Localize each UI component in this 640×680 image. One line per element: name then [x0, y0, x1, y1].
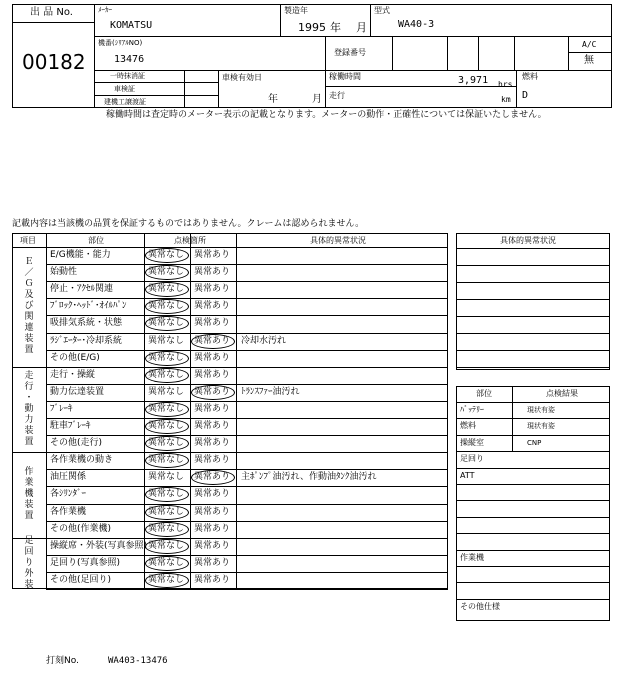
lot-label: 出 品 No. [30, 7, 73, 18]
ng-option: 異常あり [194, 489, 231, 499]
inspection-part: 動力伝達装置 [50, 387, 105, 397]
ok-option: 異常なし [148, 250, 185, 260]
ng-option: 異常あり [194, 336, 231, 346]
row-divider [46, 333, 448, 334]
ok-option: 異常なし [148, 387, 185, 397]
ok-circle-mark [145, 248, 189, 263]
results-col-result: 点検結果 [546, 389, 578, 398]
row-divider [46, 264, 448, 265]
row-divider [46, 469, 448, 470]
ok-circle-mark [145, 505, 189, 520]
ok-option: 異常なし [148, 558, 185, 568]
inspection-part: 各作業機 [50, 507, 87, 517]
year-label: 製造年 [284, 6, 308, 15]
maker-value: KOMATSU [110, 20, 153, 31]
row-divider [46, 401, 448, 402]
ng-option: 異常あり [194, 250, 231, 260]
ok-circle-mark [145, 402, 189, 417]
row-divider [46, 504, 448, 505]
row-divider [46, 538, 448, 539]
inspection-part: 各作業機の動き [50, 455, 114, 465]
model-label: 型式 [374, 6, 390, 15]
reg-label: 登録番号 [334, 48, 366, 57]
right-detail-row [456, 299, 610, 300]
ng-option: 異常あり [194, 455, 231, 465]
right-detail-row [456, 316, 610, 317]
inspection-part: E/G機能・能力 [50, 250, 111, 260]
row-divider [46, 572, 448, 573]
ng-option: 異常あり [194, 301, 231, 311]
inspection-detail: ﾄﾗﾝｽﾌｧｰ油汚れ [241, 387, 300, 397]
results-value: 現状有姿 [527, 406, 555, 414]
ac-label: A/C [582, 40, 597, 49]
results-part: 足回り [460, 454, 484, 463]
ok-option: 異常なし [148, 541, 185, 551]
inspection-detail: 主ﾎﾟﾝﾌﾟ油汚れ、作動油ﾀﾝｸ油汚れ [241, 472, 377, 482]
disclaimer: 記載内容は当該機の品質を保証するものではありません。クレームは認められません。 [12, 219, 365, 229]
row-divider [46, 298, 448, 299]
ng-option: 異常あり [194, 353, 231, 363]
inspection-part: 走行・操縦 [50, 370, 96, 380]
inspection-part: ﾗｼﾞｴｰﾀｰ･冷却系統 [50, 336, 123, 346]
ok-circle-mark [145, 556, 189, 571]
ng-option: 異常あり [194, 575, 231, 585]
results-row-divider [456, 468, 610, 469]
inspection-part: 始動性 [50, 267, 78, 277]
results-row-divider [456, 451, 610, 452]
right-detail-row [456, 333, 610, 334]
results-part: 燃料 [460, 421, 476, 430]
km-unit: km [501, 95, 511, 104]
ok-option: 異常なし [148, 575, 185, 585]
inspection-part: その他(E/G) [50, 353, 100, 363]
inspection-part: その他(作業機) [50, 524, 112, 534]
ng-option: 異常あり [194, 404, 231, 414]
ng-circle-mark [191, 470, 235, 485]
results-value: CNP [527, 439, 542, 447]
fuel-value: D [522, 90, 529, 101]
ng-circle-mark [191, 334, 235, 349]
row-divider [46, 281, 448, 282]
ok-circle-mark [145, 282, 189, 297]
run-label: 走行 [329, 91, 345, 100]
cert-temp-cancel: 一時抹消証 [110, 72, 145, 80]
ok-circle-mark [145, 368, 189, 383]
inspection-month-unit: 月 [312, 94, 322, 105]
results-row-divider [456, 484, 610, 485]
inspection-part: その他(足回り) [50, 575, 112, 585]
right-detail-row [456, 367, 610, 368]
results-part: ﾊﾞｯﾃﾘｰ [460, 405, 484, 414]
ok-option: 異常なし [148, 284, 185, 294]
row-divider [46, 418, 448, 419]
row-divider [46, 452, 448, 453]
ok-circle-mark [145, 419, 189, 434]
fuel-label: 燃料 [522, 72, 538, 81]
row-divider [46, 486, 448, 487]
row-divider [46, 384, 448, 385]
ac-value: 無 [584, 55, 594, 66]
ok-option: 異常なし [148, 524, 185, 534]
results-row-divider [456, 566, 610, 567]
results-row-divider [456, 599, 610, 600]
results-part: ATT [460, 471, 475, 480]
ng-option: 異常あり [194, 318, 231, 328]
col-check: 点検箇所 [174, 236, 206, 245]
row-divider [46, 350, 448, 351]
ng-option: 異常あり [194, 438, 231, 448]
ok-circle-mark [145, 539, 189, 554]
ng-option: 異常あり [194, 370, 231, 380]
group-label: Ｅ ／ Ｇ 及 び 関 連 装 置 [24, 257, 34, 355]
row-divider [46, 555, 448, 556]
row-divider [46, 367, 448, 368]
ng-option: 異常あり [194, 267, 231, 277]
year-unit-year: 年 [330, 21, 341, 34]
year-value: 1995 [298, 21, 326, 34]
ok-option: 異常なし [148, 489, 185, 499]
serial-value: 13476 [114, 54, 145, 65]
ng-option: 異常あり [194, 524, 231, 534]
group-label: 作 業 機 装 置 [24, 467, 34, 521]
results-row-divider [456, 517, 610, 518]
results-row-divider [456, 582, 610, 583]
ok-option: 異常なし [148, 455, 185, 465]
right-detail-title: 具体的異常状況 [500, 236, 556, 245]
ok-option: 異常なし [148, 318, 185, 328]
inspection-part: 吸排気系統・状態 [50, 318, 123, 328]
ok-option: 異常なし [148, 472, 185, 482]
ok-circle-mark [145, 316, 189, 331]
hours-unit: hrs [498, 80, 513, 89]
ok-circle-mark [145, 436, 189, 451]
results-row-divider [456, 533, 610, 534]
results-value: 現状有姿 [527, 422, 555, 430]
ok-option: 異常なし [148, 404, 185, 414]
row-divider [46, 435, 448, 436]
row-divider [46, 521, 448, 522]
ok-option: 異常なし [148, 267, 185, 277]
year-unit-month: 月 [356, 21, 367, 34]
inspection-part: 各ｼﾘﾝﾀﾞｰ [50, 489, 87, 499]
hours-value: 3,971 [458, 75, 489, 86]
right-detail-row [456, 282, 610, 283]
col-item: 項目 [20, 236, 36, 245]
right-detail-row [456, 265, 610, 266]
inspection-part: 操縦席・外装(写真参照) [50, 541, 148, 551]
inspection-part: 足回り(写真参照) [50, 558, 121, 568]
row-divider [46, 589, 448, 590]
inspection-part: 停止・ｱｸｾﾙ関連 [50, 284, 114, 294]
ok-circle-mark [145, 573, 189, 588]
cert-transfer: 建機工譲渡証 [104, 98, 146, 106]
ok-option: 異常なし [148, 438, 185, 448]
ok-circle-mark [145, 522, 189, 537]
group-divider [12, 367, 46, 368]
inspection-date-label: 車検有効日 [222, 73, 262, 82]
group-divider [12, 452, 46, 453]
stamp-value: WA403-13476 [108, 656, 168, 666]
group-label: 走 行 ・ 動 力 装 置 [24, 371, 34, 447]
hours-label: 稼働時間 [329, 72, 361, 81]
meter-note: 稼働時間は査定時のメーター表示の記載となります。メーターの動作・正確性については保証いたしません。 [106, 110, 547, 120]
inspection-part: ﾌﾞﾛｯｸ･ﾍｯﾄﾞ･ｵｲﾙﾊﾟﾝ [50, 301, 127, 311]
inspection-part: ﾌﾞﾚｰｷ [50, 404, 73, 414]
right-detail-row [456, 350, 610, 351]
ok-option: 異常なし [148, 370, 185, 380]
ng-option: 異常あり [194, 472, 231, 482]
col-part: 部位 [88, 236, 104, 245]
group-label: 足 回 り 外 装 [24, 536, 34, 590]
inspection-part: 油圧関係 [50, 472, 87, 482]
ok-option: 異常なし [148, 421, 185, 431]
ok-option: 異常なし [148, 301, 185, 311]
results-row-divider [456, 550, 610, 551]
maker-label: ﾒｰｶｰ [98, 6, 112, 14]
model-value: WA40-3 [398, 19, 435, 30]
ok-circle-mark [145, 265, 189, 280]
serial-label: 機番(ｼﾘｱﾙNO) [98, 39, 143, 47]
ng-circle-mark [191, 385, 235, 400]
col-detail: 具体的異常状況 [310, 236, 366, 245]
results-part: その他仕様 [460, 602, 500, 611]
ng-option: 異常あり [194, 507, 231, 517]
ng-option: 異常あり [194, 421, 231, 431]
ok-option: 異常なし [148, 336, 185, 346]
stamp-label: 打刻No. [46, 656, 79, 666]
ok-option: 異常なし [148, 507, 185, 517]
inspection-year-unit: 年 [268, 94, 278, 105]
inspection-detail: 冷却水汚れ [241, 336, 287, 346]
inspection-part: 駐車ﾌﾞﾚｰｷ [50, 421, 91, 431]
ok-circle-mark [145, 351, 189, 366]
lot-number: 00182 [22, 50, 86, 74]
results-part: 作業機 [460, 553, 484, 562]
results-part: 操縦室 [460, 438, 484, 447]
ng-option: 異常あり [194, 284, 231, 294]
ok-option: 異常なし [148, 353, 185, 363]
results-row-divider [456, 500, 610, 501]
ng-option: 異常あり [194, 541, 231, 551]
inspection-part: その他(走行) [50, 438, 103, 448]
ng-option: 異常あり [194, 558, 231, 568]
ok-circle-mark [145, 299, 189, 314]
results-row-divider [456, 435, 610, 436]
ng-option: 異常あり [194, 387, 231, 397]
ok-circle-mark [145, 453, 189, 468]
results-row-divider [456, 418, 610, 419]
cert-inspection: 車検証 [114, 85, 135, 93]
ok-circle-mark [145, 487, 189, 502]
results-col-part: 部位 [476, 389, 492, 398]
row-divider [46, 315, 448, 316]
